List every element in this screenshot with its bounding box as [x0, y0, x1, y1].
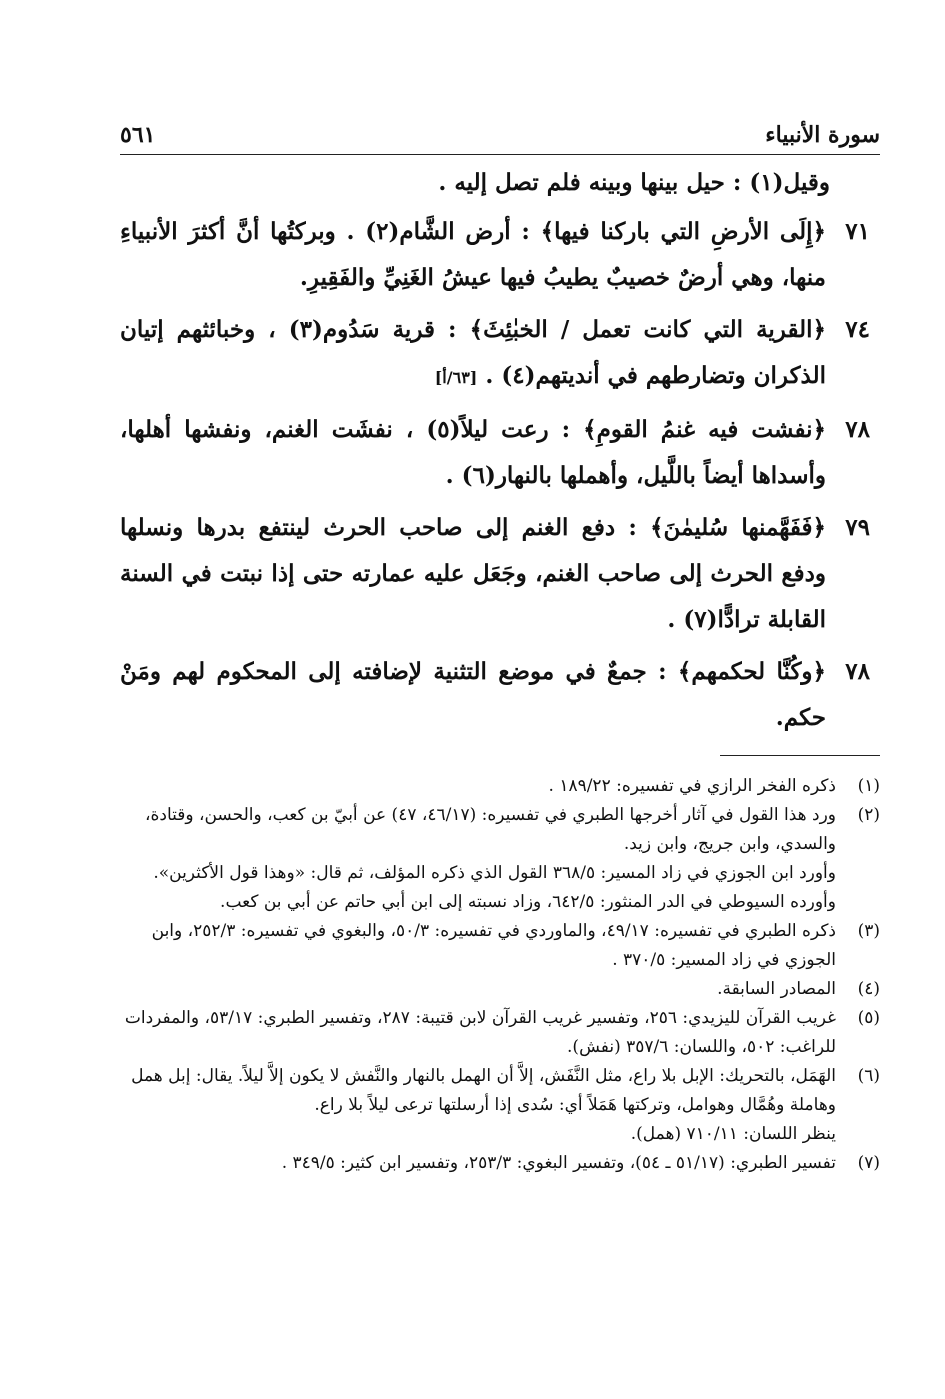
manuscript-folio: [٦٣/أ] — [434, 368, 478, 387]
footnote — [120, 772, 880, 801]
footnote-number: (٥) — [857, 1008, 880, 1028]
entry-text: ﴿نفشت فيه غنمُ القومِ﴾ : رعت ليلاً(٥) ، نفشَت الغنم، ونفشها أهلها، وأسداها أيضاً باللَّيل، وأهملها بالنهار(٦) . — [120, 416, 826, 489]
footnote-text: ذكره الفخر الرازي في تفسيره: ١٨٩/٢٢ . — [548, 776, 836, 796]
footnote-text: ورد هذا القول في آثار أخرجها الطبري في تفسيره: (٤٦/١٧، ٤٧) عن أبيّ بن كعب، والحسن، وقتادة، والسدي، وابن جريج، وابن زيد. — [144, 805, 836, 854]
commentary-entry — [120, 307, 880, 401]
commentary-entry — [120, 649, 880, 741]
commentary-entry — [120, 209, 880, 301]
verse-number: ٧٩ — [845, 514, 870, 541]
footnote — [120, 1062, 880, 1149]
page-number: ٥٦١ — [120, 122, 156, 148]
commentary-entry — [120, 407, 880, 499]
footnote — [120, 1004, 880, 1062]
entry-text: ﴿القرية التي كانت تعمل / الخبٰئِثَ﴾ : قرية سَدُوم(٣) ، وخبائثهم إتيان الذكران وتضارطهم في أنديتهم(٤) . — [120, 316, 826, 389]
entry-text: ﴿فَفَهَّمنها سُليمٰنَ﴾ : دفع الغنم إلى صاحب الحرث لينتفع بدرها ونسلها ودفع الحرث إلى صاحب الغنم، وجَعَل عليه عمارته حتى إذا نبتت في السنة القابلة ترادًّا(٧) . — [120, 514, 826, 633]
intro-line: وقيل(١) : حيل بينها وبينه فلم تصل إليه . — [438, 169, 830, 196]
verse-number: ٧٨ — [845, 416, 870, 443]
footnote — [120, 801, 880, 917]
entry-text: ﴿وكُنَّا لحكمهم﴾ : جمعٌ في موضع التثنية لإضافته إلى المحكوم لهم ومَنْ حكم. — [120, 658, 826, 731]
verse-number: ٧١ — [845, 218, 870, 245]
footnote-text: المصادر السابقة. — [717, 979, 836, 999]
footnote-text: ذكره الطبري في تفسيره: ٤٩/١٧، والماوردي في تفسيره: ٥٠/٣، والبغوي في تفسيره: ٢٥٢/٣، وابن الجوزي في زاد المسير: ٣٧٠/٥ . — [151, 921, 836, 970]
footnote-number: (٤) — [857, 979, 880, 999]
footnote-number: (٢) — [857, 805, 880, 825]
footnote-text: غريب القرآن لليزيدي: ٢٥٦، وتفسير غريب القرآن لابن قتيبة: ٢٨٧، وتفسير الطبري: ٥٣/١٧، والمفردات للراغب: ٥٠٢، واللسان: ٣٥٧/٦ (نفش). — [124, 1008, 836, 1057]
footnotes — [120, 772, 880, 1178]
footnote-number: (٧) — [857, 1153, 880, 1173]
commentary-entry — [120, 505, 880, 643]
footnote-text: ينظر اللسان: ٧١٠/١١ (همل). — [630, 1124, 836, 1144]
surah-title: سورة الأنبياء — [765, 122, 880, 148]
entry-text: ﴿إِلَى الأرضِ التي باركنا فيها﴾ : أرض الشَّام(٢) . وبركتُها أنَّ أكثرَ الأنبياءِ منها، وهي أرضٌ خصيبٌ يطيبُ فيها عيشُ الغَنِيِّ والفَقِيرِ. — [120, 218, 826, 291]
footnote — [120, 1149, 880, 1178]
footnote — [120, 975, 880, 1004]
verse-number: ٧٤ — [845, 316, 870, 343]
footnote-text: تفسير الطبري: (٥١/١٧ ـ ٥٤)، وتفسير البغوي: ٢٥٣/٣، وتفسير ابن كثير: ٣٤٩/٥ . — [281, 1153, 836, 1173]
footnote-separator — [720, 755, 880, 756]
verse-number: ٧٨ — [845, 658, 870, 685]
footnote-number: (٦) — [857, 1066, 880, 1086]
footnote-text: الهَمَل، بالتحريك: الإبل بلا راع، مثل النَّفَش، إلاَّ أن الهمل بالنهار والنَّفش لا يكون إلاَّ ليلاً. يقال: إبل همل وهاملة وهُمَّال وهوامل، وتركتها هَمَلاً أي: سُدى إذا أرسلتها ترعى ليلاً بلا راع. — [131, 1066, 836, 1115]
footnote-text: وأورده السيوطي في الدر المنثور: ٦٤٢/٥، وزاد نسبته إلى ابن أبي حاتم عن أبي بن كعب. — [220, 892, 836, 912]
footnote-number: (١) — [857, 776, 880, 796]
running-header — [120, 110, 880, 155]
book-page — [120, 110, 880, 1178]
footnote-text: وأورد ابن الجوزي في زاد المسير: ٣٦٨/٥ القول الذي ذكره المؤلف، ثم قال: «وهذا قول الأكثرين». — [153, 863, 836, 883]
footnote — [120, 917, 880, 975]
footnote-number: (٣) — [857, 921, 880, 941]
